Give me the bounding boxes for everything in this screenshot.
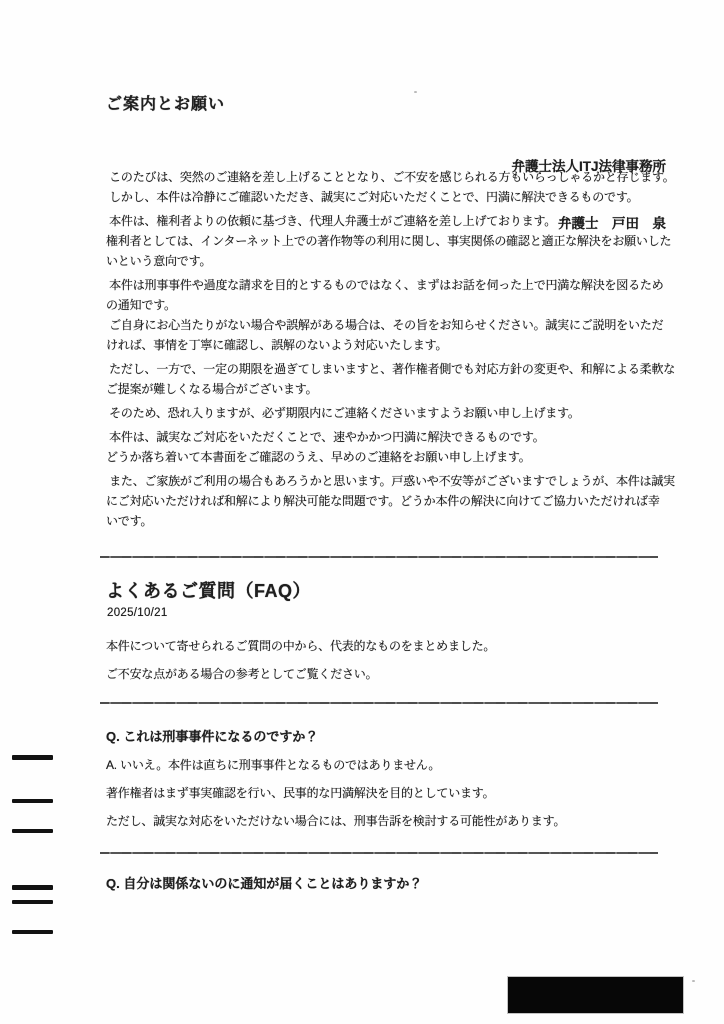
faq-heading: よくあるご質問（FAQ） <box>106 581 312 601</box>
faq-divider-1 <box>100 702 658 704</box>
letter-line: ご自身にお心当たりがない場合や誤解がある場合は、その旨をお知らせください。誠実にご説明をいただ <box>106 318 664 332</box>
letter-line: ただし、一方で、一定の期限を過ぎてしまいますと、著作権者側でも対応方針の変更や、和解による柔軟な <box>106 362 676 376</box>
faq-date: 2025/10/21 <box>107 607 168 619</box>
letter-line: また、ご家族がご利用の場合もあろうかと思います。戸惑いや不安等がございますでしょうが、本件は誠実 <box>106 474 675 488</box>
letter-line: このたびは、突然のご連絡を差し上げることとなり、ご不安を感じられる方もいらっしゃるかと存じます。 <box>106 170 675 184</box>
faq-answer-line: ただし、誠実な対応をいただけない場合には、刑事告訴を検討する可能性があります。 <box>106 814 566 828</box>
paragraph-3 <box>106 275 706 355</box>
faq-intro-line: 本件について寄せられるご質問の中から、代表的なものをまとめました。 <box>106 639 496 653</box>
left-edge-mark <box>12 799 53 803</box>
paragraph-6 <box>106 427 706 467</box>
left-edge-mark <box>12 930 53 934</box>
letter-line: 権利者としては、インターネット上での著作物等の利用に関し、事実関係の確認と適正な解決をお願いした <box>106 234 672 248</box>
left-edge-mark <box>12 900 53 904</box>
scan-speck <box>414 91 417 93</box>
scan-speck <box>692 980 695 982</box>
faq-question-2: Q. 自分は関係ないのに通知が届くことはありますか？ <box>106 876 423 891</box>
letter-line: の通知です。 <box>106 298 176 312</box>
letter-line: しかし、本件は冷静にご確認いただき、誠実にご対応いただくことで、円満に解決できるものです。 <box>106 190 639 204</box>
letter-line: いです。 <box>106 514 153 528</box>
letter-body <box>106 167 706 535</box>
section-divider <box>100 556 658 558</box>
letter-line: ご提案が難しくなる場合がございます。 <box>106 382 318 396</box>
paragraph-2 <box>106 211 706 271</box>
letter-title: ご案内とお願い <box>106 96 226 113</box>
redaction-box <box>508 977 683 1013</box>
paragraph-1 <box>106 167 706 207</box>
letter-line: にご対応いただければ和解により解決可能な問題です。どうか本件の解決に向けてご協力いただければ幸 <box>106 494 660 508</box>
faq-divider-2 <box>100 852 658 854</box>
left-edge-mark <box>12 755 53 760</box>
letter-line: 本件は刑事事件や過度な請求を目的とするものではなく、まずはお話を伺った上で円満な解決を図るため <box>106 278 664 292</box>
faq-intro-line: ご不安な点がある場合の参考としてご覧ください。 <box>106 667 378 681</box>
faq-answer-line: 著作権者はまず事実確認を行い、民事的な円満解決を目的としています。 <box>106 786 495 800</box>
paragraph-7 <box>106 471 706 531</box>
attorney-name: 弁護士 戸田 泉 <box>558 216 666 231</box>
left-edge-mark <box>12 885 53 890</box>
letter-line: 本件は、権利者よりの依頼に基づき、代理人弁護士がご連絡を差し上げております。 <box>106 214 557 228</box>
law-firm-name: 弁護士法人ITJ法律事務所 <box>511 159 666 174</box>
letter-line: そのため、恐れ入りますが、必ず期限内にご連絡くださいますようお願い申し上げます。 <box>106 406 580 420</box>
paragraph-4 <box>106 359 706 399</box>
letter-line: 本件は、誠実なご対応をいただくことで、速やかかつ円満に解決できるものです。 <box>106 430 545 444</box>
faq-question-1: Q. これは刑事事件になるのですか？ <box>106 729 319 744</box>
paragraph-5 <box>106 403 706 423</box>
letter-line: どうか落ち着いて本書面をご確認のうえ、早めのご連絡をお願い申し上げます。 <box>106 450 531 464</box>
letter-line: いという意向です。 <box>106 254 212 268</box>
faq-answer-line: A. いいえ。本件は直ちに刑事事件となるものではありません。 <box>106 758 441 772</box>
left-edge-mark <box>12 829 53 833</box>
letter-line: ければ、事情を丁寧に確認し、誤解のないよう対応いたします。 <box>106 338 448 352</box>
